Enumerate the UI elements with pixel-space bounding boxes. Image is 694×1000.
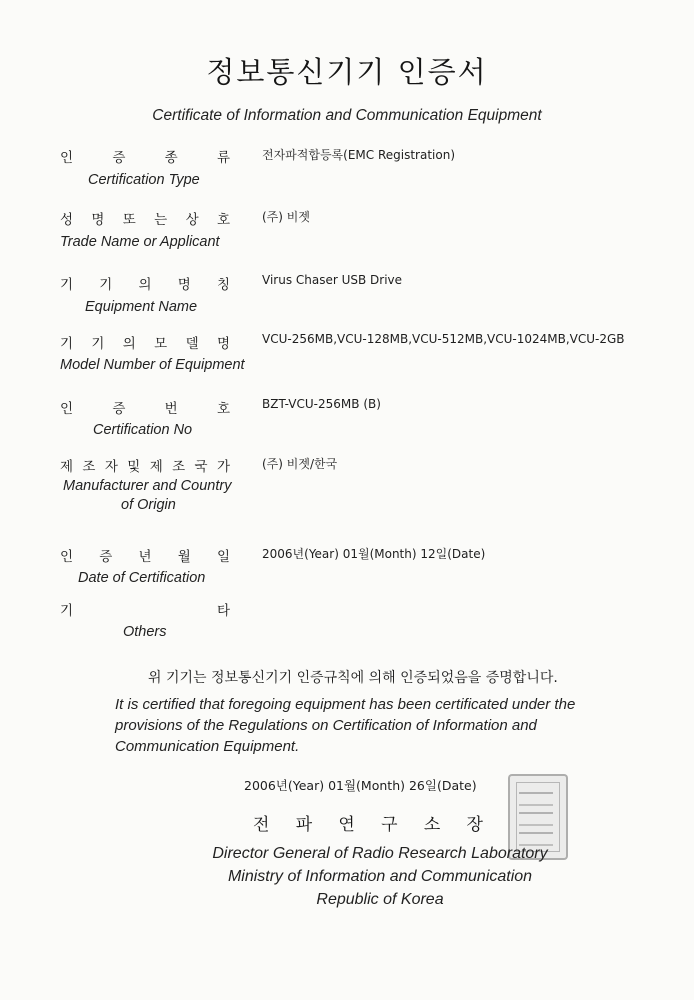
certification-statement-en: It is certified that foregoing equipment has been certificated under the provisions of the Regulations on Certification of Information and Communication Equipment. [115, 696, 576, 755]
seal-mark [519, 792, 553, 806]
issuer-country-en: Republic of Korea [316, 891, 444, 908]
field-label-ko-others: 기 타 [60, 603, 230, 619]
issuer-title-en: Director General of Radio Research Laboratory [212, 845, 548, 862]
field-value-date-of-certification: 2006년(Year) 01월(Month) 12일(Date) [262, 547, 486, 561]
field-label-ko-trade-name: 성 명 또 는 상 호 [60, 212, 230, 228]
field-label-en-date-of-certification: Date of Certification [78, 570, 206, 586]
field-value-model-number: VCU-256MB,VCU-128MB,VCU-512MB,VCU-1024MB,VCU-2GB [262, 332, 625, 346]
issuer-ministry-en: Ministry of Information and Communication [227, 868, 533, 885]
field-label-en-model-number: Model Number of Equipment [60, 357, 245, 373]
field-label-ko-certification-type: 인 증 종 류 [60, 150, 230, 166]
field-label-en-others: Others [123, 624, 167, 640]
field-label-en-certification-no: Certification No [93, 422, 193, 438]
seal-mark [519, 812, 553, 826]
certificate-subtitle: Certificate of Information and Communication Equipment [152, 107, 542, 124]
issue-date: 2006년(Year) 01월(Month) 26일(Date) [244, 778, 477, 793]
seal-mark [519, 832, 553, 846]
field-label-en-certification-type: Certification Type [88, 172, 200, 188]
field-label-ko-date-of-certification: 인 증 년 월 일 [60, 549, 230, 565]
certification-statement-ko: 위 기기는 정보통신기기 인증규칙에 의해 인증되었음을 증명합니다. [148, 670, 558, 686]
field-label-en-equipment-name: Equipment Name [85, 299, 198, 315]
field-label-ko-model-number: 기 기 의 모 델 명 [60, 336, 230, 352]
field-label-en-trade-name: Trade Name or Applicant [60, 234, 220, 250]
issuer-title-ko: 전 파 연 구 소 장 [253, 815, 483, 835]
field-label-en-country-of-origin: of Origin [121, 497, 176, 513]
field-value-equipment-name: Virus Chaser USB Drive [262, 273, 403, 287]
field-value-certification-no: BZT-VCU-256MB (B) [262, 397, 381, 411]
field-value-trade-name: (주) 비젯 [262, 210, 310, 224]
certificate-title: 정보통신기기 인증서 [206, 55, 488, 89]
field-label-ko-certification-no: 인 증 번 호 [60, 401, 230, 417]
field-value-manufacturer: (주) 비젯/한국 [262, 457, 338, 471]
field-value-certification-type: 전자파적합등록(EMC Registration) [262, 148, 456, 162]
field-label-ko-equipment-name: 기 기 의 명 칭 [60, 277, 230, 293]
field-label-ko-manufacturer: 제 조 자 및 제 조 국 가 [60, 459, 230, 475]
field-label-en-manufacturer: Manufacturer and Country [63, 478, 232, 494]
